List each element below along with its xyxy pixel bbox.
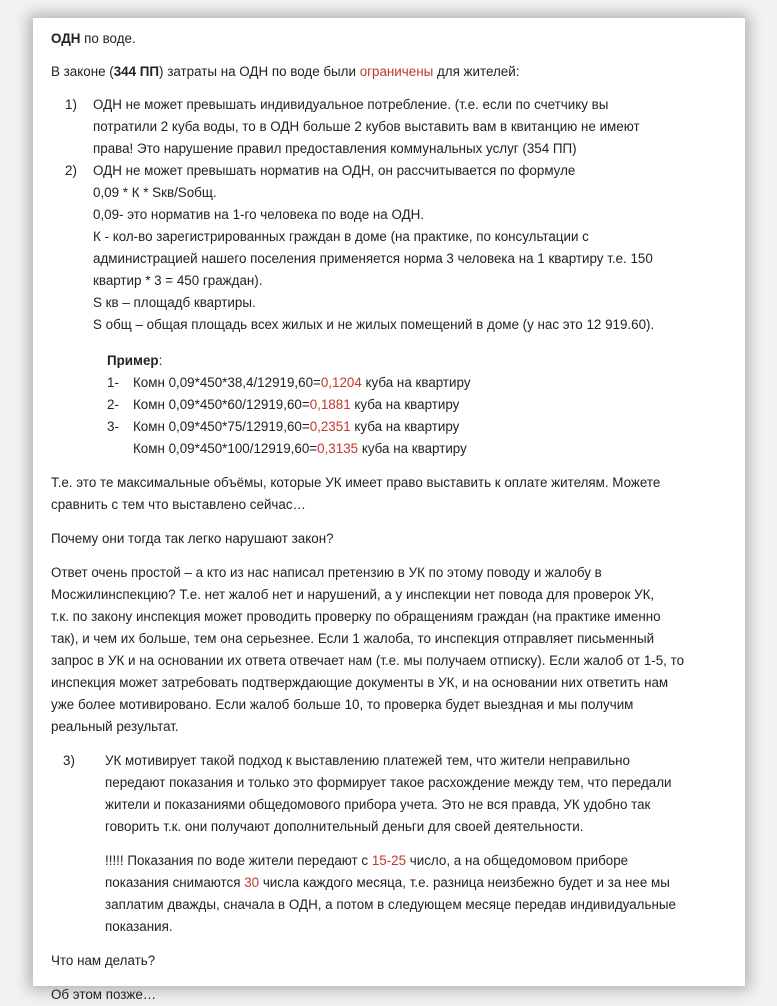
example-row: 2- Комн 0,09*450*60/12919,60=0,1881 куба на квартиру [107, 397, 460, 412]
example-heading: Пример: [107, 353, 163, 368]
example-value: 0,3135 [317, 441, 359, 456]
question-line: Почему они тогда так легко нарушают закон? [51, 531, 334, 546]
max-volume-paragraph: Т.е. это те максимальные объёмы, которые УК имеет право выставить к оплате жителям. Можете сравнить с тем что выставлено сейчас… [51, 475, 661, 512]
list-item-2: 2) ОДН не может превышать норматив на ОДН, он рассчитывается по формуле 0,09 * К * Sкв/Sобщ. 0,09- это норматив на 1-го человека по воде на ОДН. К - кол-во зарегистрированных граждан в доме (на практике, по консультации с администрацией нашего поселения применяется норма 3 человека на 1 квартиру т.е. 150 квартир * 3 = 450 граждан). S кв – площадб квартиры. S общ – общая площадь всех жилых и не жилых помещений в доме (у нас это 12 919.60). [51, 160, 725, 336]
example-row: 1- Комн 0,09*450*38,4/12919,60=0,1204 куба на квартиру [107, 375, 471, 390]
answer-paragraph: Ответ очень простой – а кто из нас написал претензию в УК по этому поводу и жалобу в Мосжилинспекцию? Т.е. нет жалоб нет и нарушений, а у инспекции нет повода для проверок УК, т.к. по закону инспекция может проводить проверку по обращениям граждан (на практике именно так), и чем их больше, тем она серьезнее. Если 1 жалоба, то инспекция отправляет письменный запрос в УК и на основании их ответа отвечает нам (т.е. мы получаем отписку). Если жалоб от 1-5, то инспекция может затребовать подтверждающие документы в УК, и на основании них ответить нам уже более мотивировано. Если жалоб больше 10, то проверка будет выездная и мы получим реальный результат. [51, 565, 685, 734]
intro-line: В законе (344 ПП) затраты на ОДН по воде были ограничены для жителей: [51, 64, 520, 79]
example-value: 0,1204 [320, 375, 362, 390]
list-item-3: 3) УК мотивирует такой подход к выставлению платежей тем, что жители неправильно передают показания и только это формирует такое расхождение между тем, что передали жители и показаниями общедомового прибора учета. Это не вся правда, УК удобно так говорить т.к. они получают дополнительный деньги для своей деятельности. [51, 750, 725, 838]
what-to-do-line: Что нам делать? [51, 953, 156, 968]
example-value: 0,1881 [309, 397, 351, 412]
list-item-2-text: ОДН не может превышать норматив на ОДН, он рассчитывается по формуле 0,09 * К * Sкв/Sобщ. 0,09- это норматив на 1-го человека по воде на ОДН. К - кол-во зарегистрированных граждан в доме (на практике, по консультации с администрацией нашего поселения применяется норма 3 человека на 1 квартиру т.е. 150 квартир * 3 = 450 граждан). S кв – площадб квартиры. S общ – общая площадь всех жилых и не жилых помещений в доме (у нас это 12 919.60). [93, 163, 655, 332]
list-item-1-text: ОДН не может превышать индивидуальное потребление. (т.е. если по счетчику вы потратили 2 куба воды, то в ОДН больше 2 кубов выставить вам в квитанцию не имеют права! Это нарушение правил предоставления коммунальных услуг (354 ПП) [93, 97, 640, 156]
doc-title: ОДН по воде. [51, 31, 136, 46]
example-row: Комн 0,09*450*100/12919,60=0,3135 куба на квартиру [133, 441, 467, 456]
document-page [33, 18, 745, 1002]
law-ref: 344 ПП [113, 64, 160, 79]
highlight-dates: 15-25 [371, 853, 407, 868]
list-item-3-text: УК мотивирует такой подход к выставлению платежей тем, что жители неправильно передают показания и только это формирует такое расхождение между тем, что передали жители и показаниями общедомового прибора учета. Это не вся правда, УК удобно так говорить т.к. они получают дополнительный деньги для своей деятельности. [105, 753, 672, 834]
highlight-day: 30 [244, 875, 260, 890]
example-value: 0,2351 [309, 419, 351, 434]
list-item-1: 1) ОДН не может превышать индивидуальное потребление. (т.е. если по счетчику вы потратили 2 куба воды, то в ОДН больше 2 кубов выставить вам в квитанцию не имеют права! Это нарушение правил предоставления коммунальных услуг (354 ПП) [51, 94, 725, 160]
later-line: Об этом позже… [51, 987, 157, 1002]
highlight-limited: ограничены [359, 64, 434, 79]
note-paragraph: !!!!! Показания по воде жители передают с 15-25 число, а на общедомовом приборе показания снимаются 30 числа каждого месяца, т.е. разница неизбежно будет и за нее мы заплатим дважды, сначала в ОДН, а потом в следующем месяце передав индивидуальные показания. [105, 853, 676, 934]
example-row: 3- Комн 0,09*450*75/12919,60=0,2351 куба на квартиру [107, 419, 460, 434]
